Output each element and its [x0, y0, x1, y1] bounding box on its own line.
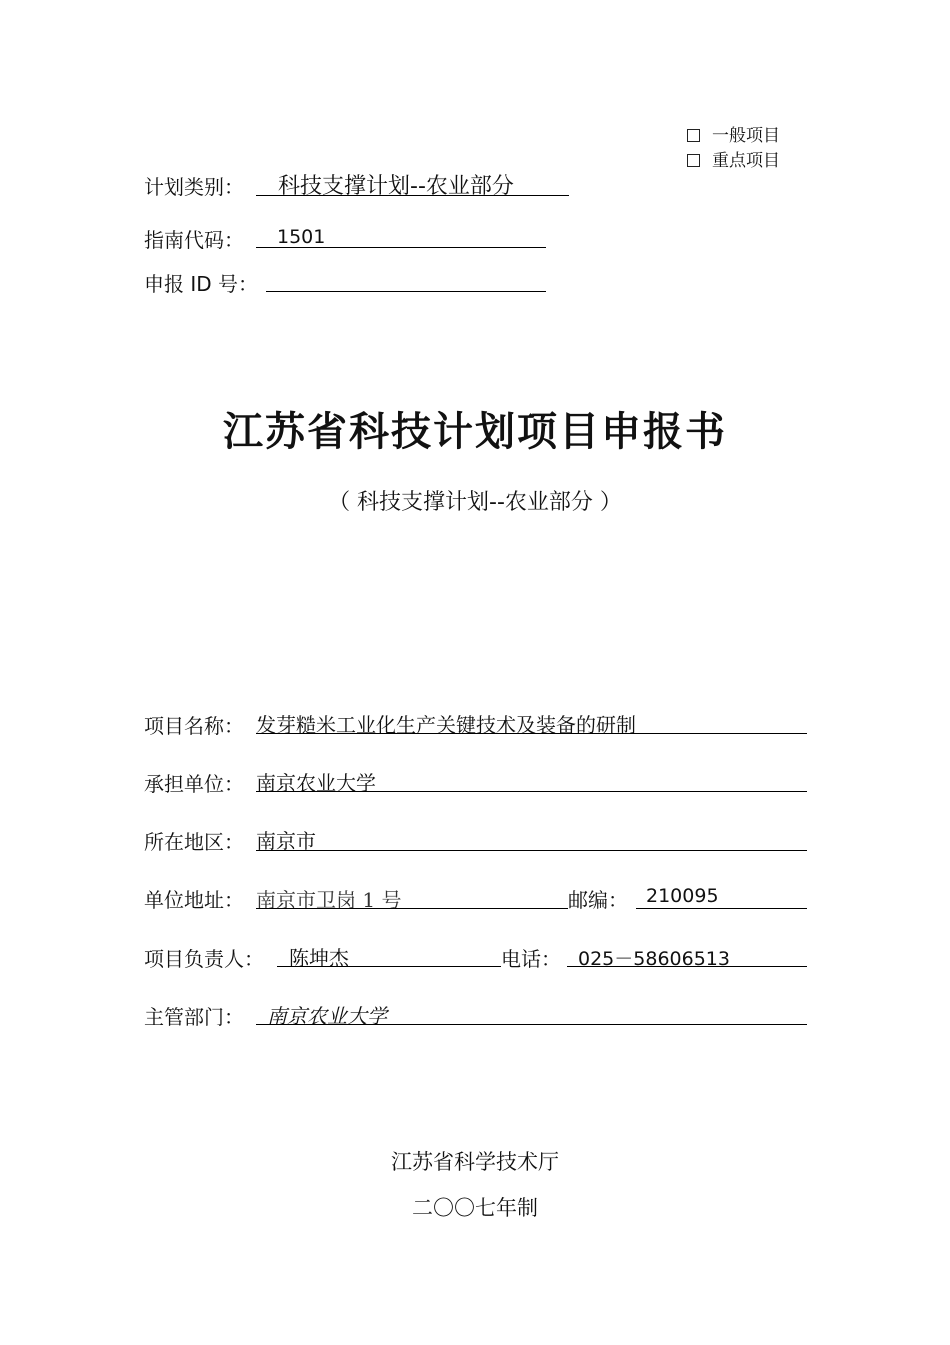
checkbox-label: 重点项目 [712, 151, 780, 171]
dept-underline [256, 1023, 807, 1025]
checkbox-square-icon[interactable] [687, 154, 700, 167]
guide-code-value: 1501 [277, 226, 326, 248]
issuer: 江苏省科学技术厅 [391, 1150, 559, 1174]
region-label: 所在地区： [144, 830, 244, 854]
leader-underline [277, 965, 501, 967]
leader-label: 项目负责人： [144, 947, 264, 971]
region-underline [256, 849, 807, 851]
plan-type-label: 计划类别： [144, 175, 244, 199]
report-id-underline [266, 290, 546, 292]
undertaker-underline [256, 790, 807, 792]
checkbox-general-project[interactable] [687, 121, 780, 146]
document-title: 江苏省科技计划项目申报书 [223, 409, 727, 455]
guide-code-label: 指南代码： [144, 228, 244, 252]
address-underline [256, 907, 568, 909]
report-id-label: 申报 ID 号： [144, 272, 259, 296]
phone-underline [567, 965, 807, 967]
undertaker-label: 承担单位： [144, 772, 244, 796]
postcode-label: 邮编： [568, 888, 628, 912]
region-value: 南京市 [256, 829, 316, 853]
document-subtitle: （ 科技支撑计划--农业部分 ） [328, 490, 622, 515]
guide-code-underline [256, 246, 546, 248]
plan-type-underline [256, 194, 569, 196]
undertaker-value: 南京农业大学 [256, 771, 376, 795]
dept-label: 主管部门： [144, 1005, 244, 1029]
postcode-value: 210095 [646, 885, 719, 907]
project-name-label: 项目名称： [144, 714, 244, 738]
checkbox-square-icon[interactable] [687, 129, 700, 142]
project-name-value: 发芽糙米工业化生产关键技术及装备的研制 [256, 713, 636, 737]
checkbox-label: 一般项目 [712, 126, 780, 146]
address-label: 单位地址： [144, 888, 244, 912]
plan-type-value: 科技支撑计划--农业部分 [278, 174, 514, 199]
project-name-underline [256, 732, 807, 734]
phone-label: 电话： [501, 947, 561, 971]
postcode-underline [636, 907, 807, 909]
checkbox-key-project[interactable] [687, 146, 780, 171]
leader-value: 陈坤杰 [289, 946, 349, 970]
phone-value: 025－58606513 [578, 948, 730, 970]
issue-date: 二〇〇七年制 [412, 1196, 538, 1220]
address-value: 南京市卫岗 1 号 [256, 888, 402, 912]
dept-value: 南京农业大学 [267, 1004, 387, 1028]
